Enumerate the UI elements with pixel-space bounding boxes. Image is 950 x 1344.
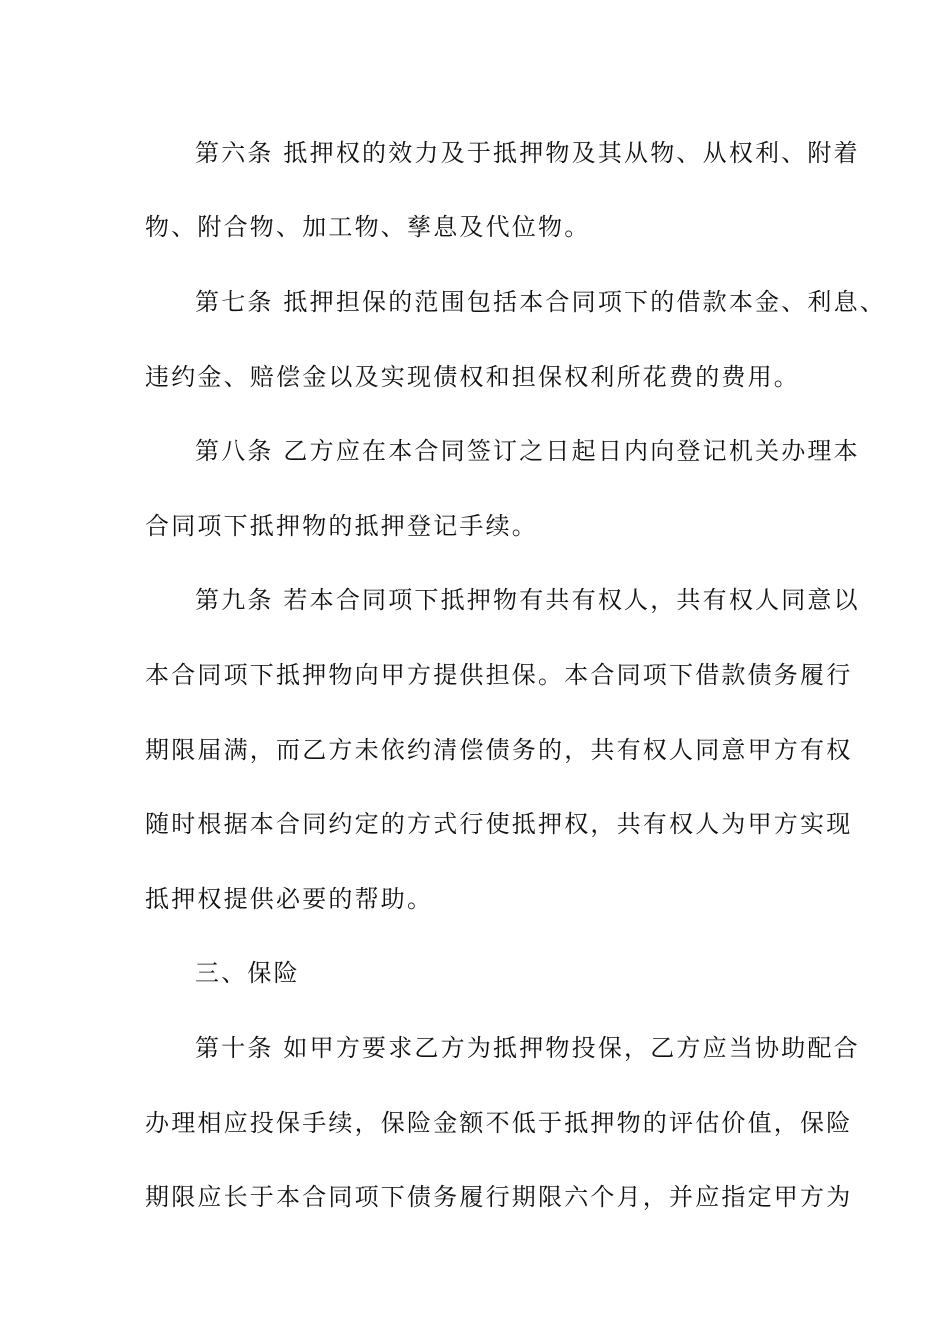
article-9-line-2: 本合同项下抵押物向甲方提供担保。本合同项下借款债务履行	[145, 661, 853, 689]
section-heading-insurance: 三、保险	[195, 959, 300, 987]
article-8-line-1: 第八条 乙方应在本合同签订之日起日内向登记机关办理本	[195, 437, 860, 465]
article-7-line-1: 第七条 抵押担保的范围包括本合同项下的借款本金、利息、	[195, 288, 887, 316]
article-7-line-2: 违约金、赔偿金以及实现债权和担保权利所花费的费用。	[145, 363, 800, 391]
article-6-line-2: 物、附合物、加工物、孳息及代位物。	[145, 213, 591, 241]
article-9-line-1: 第九条 若本合同项下抵押物有共有权人，共有权人同意以	[195, 586, 860, 614]
article-9-line-3: 期限届满，而乙方未依约清偿债务的，共有权人同意甲方有权	[145, 736, 853, 764]
article-6-line-1: 第六条 抵押权的效力及于抵押物及其从物、从权利、附着	[195, 139, 860, 167]
article-10-line-2: 办理相应投保手续，保险金额不低于抵押物的评估价值，保险	[145, 1109, 853, 1137]
article-10-line-1: 第十条 如甲方要求乙方为抵押物投保，乙方应当协助配合	[195, 1034, 860, 1062]
article-9-line-5: 抵押权提供必要的帮助。	[145, 885, 434, 913]
article-8-line-2: 合同项下抵押物的抵押登记手续。	[145, 512, 538, 540]
article-10-line-3: 期限应长于本合同项下债务履行期限六个月，并应指定甲方为	[145, 1183, 853, 1211]
article-9-line-4: 随时根据本合同约定的方式行使抵押权，共有权人为甲方实现	[145, 810, 853, 838]
